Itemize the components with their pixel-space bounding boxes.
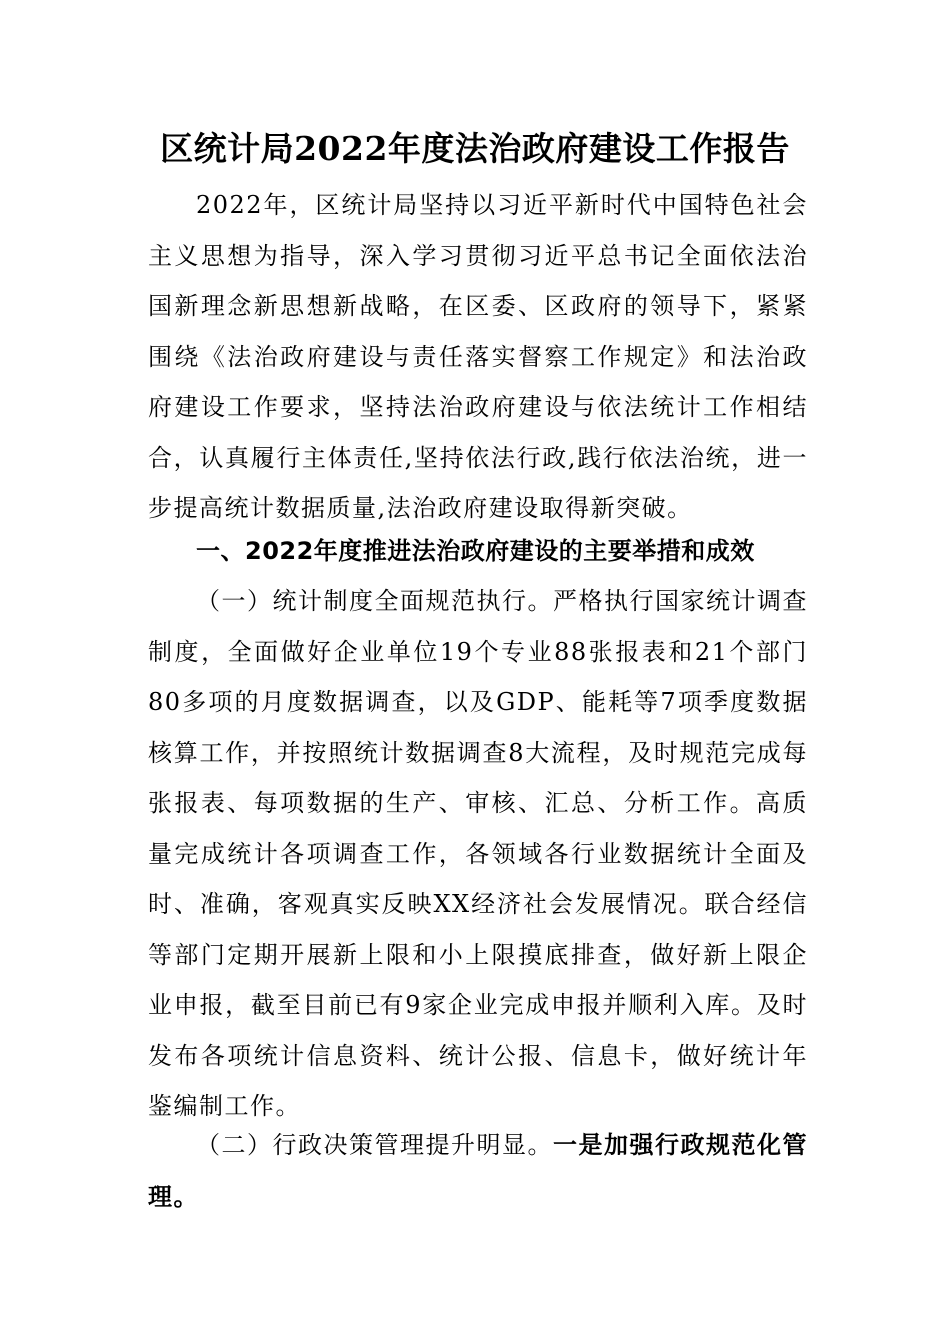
subsection-2-bold-point: 一是加强行政规范化管理。	[148, 1131, 808, 1211]
intro-paragraph: 2022年，区统计局坚持以习近平新时代中国特色社会主义思想为指导，深入学习贯彻习近平总书记全面依法治国新理念新思想新战略，在区委、区政府的领导下，紧紧围绕《法治政府建设与责任落实督察工作规定》和法治政府建设工作要求，坚持法治政府建设与依法统计工作相结合，认真履行主体责任,坚持依法行政,践行依法治统，进一步提高统计数据质量,法治政府建设取得新突破。	[148, 191, 808, 522]
subsection-1-paragraph: （一）统计制度全面规范执行。严格执行国家统计调查制度，全面做好企业单位19个专业88张报表和21个部门80多项的月度数据调查，以及GDP、能耗等7项季度数据核算工作，并按照统计数据调查8大流程，及时规范完成每张报表、每项数据的生产、审核、汇总、分析工作。高质量完成统计各项调查工作，各领域各行业数据统计全面及时、准确，客观真实反映XX经济社会发展情况。联合经信等部门定期开展新上限和小上限摸底排查，做好新上限企业申报，截至目前已有9家企业完成申报并顺利入库。及时发布各项统计信息资料、统计公报、信息卡，做好统计年鉴编制工作。	[148, 587, 808, 1120]
subsection-2-paragraph	[148, 1119, 808, 1223]
section-heading-1: 一、2022年度推进法治政府建设的主要举措和成效	[196, 537, 755, 565]
subsection-2-lead: （二）行政决策管理提升明显。	[196, 1131, 553, 1159]
document-title: 区统计局2022年度法治政府建设工作报告	[160, 129, 790, 168]
